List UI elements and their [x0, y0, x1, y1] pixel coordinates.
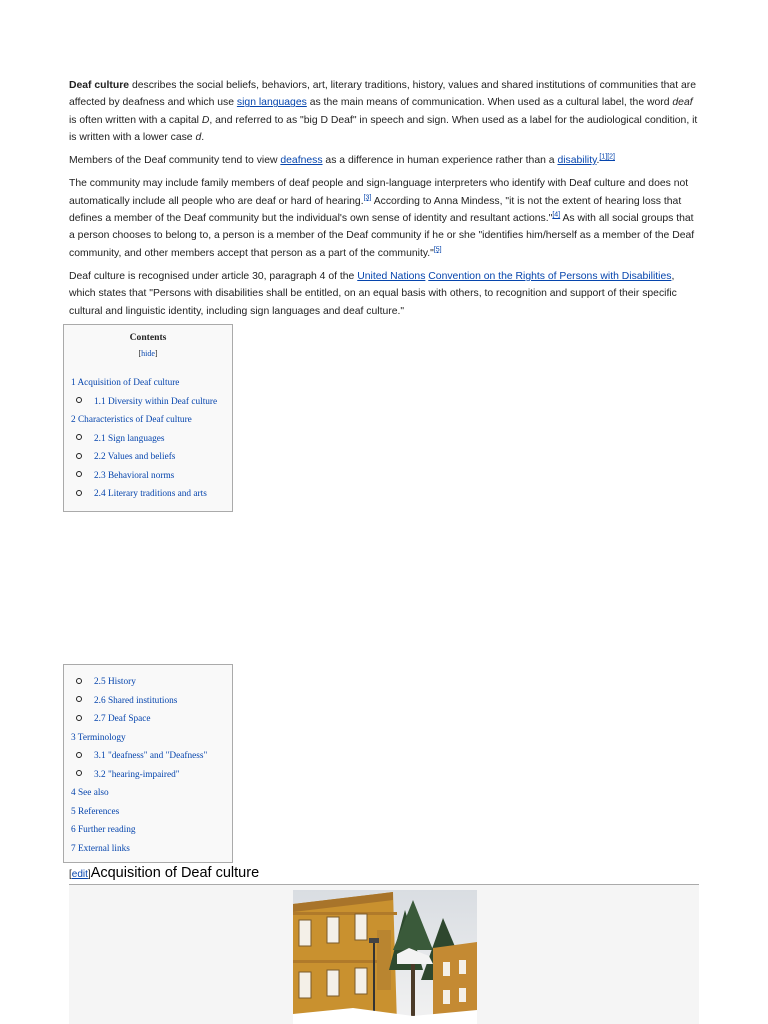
text: Deaf culture is recognised under article 30, paragraph 4 of the — [69, 270, 358, 282]
circle-bullet-icon — [76, 752, 82, 758]
circle-bullet-icon — [76, 471, 82, 477]
toc-link[interactable]: 3.2 "hearing-impaired" — [94, 769, 180, 780]
table-of-contents — [63, 324, 233, 512]
text: , and referred to as "big D Deaf" in speech and sign. When used as a label for the audiological condition, it is written with a lower case — [69, 114, 698, 143]
edit-section-link[interactable]: edit — [71, 869, 88, 880]
bracket: [ — [69, 869, 72, 880]
text: , which states that "Persons with disabilities shall be entitled, on an equal basis with others, to recognition and support of their specific cultural and linguistic identity, including sign languages and deaf culture." — [69, 270, 677, 317]
circle-bullet-icon — [76, 678, 82, 684]
toc-link[interactable]: 1.1 Diversity within Deaf culture — [94, 396, 218, 407]
text: As with all social groups that a person chooses to belong to, a person is a member of the Deaf community if he or she "identifies him/herself as a member of the Deaf community, and other members accept that person as a part of the community." — [69, 213, 695, 259]
intro-paragraph-4 — [69, 268, 699, 320]
toc-link[interactable]: 4 See also — [71, 788, 109, 798]
toc-link[interactable]: 2.2 Values and beliefs — [94, 452, 176, 462]
reference-3[interactable]: [3] — [363, 194, 372, 202]
toc-link[interactable]: 2.6 Shared institutions — [94, 695, 178, 706]
toc-link[interactable]: 2.3 Behavioral norms — [94, 470, 175, 481]
text: describes the social beliefs, behaviors, art, literary traditions, history, values and shared institutions of communities that are affected by deafness and which use — [69, 80, 697, 109]
toc-list — [64, 374, 232, 504]
toc-link[interactable]: 2.7 Deaf Space — [94, 714, 151, 724]
circle-bullet-icon — [76, 434, 82, 440]
toc-item-1-1[interactable] — [64, 393, 232, 412]
circle-bullet-icon — [76, 397, 82, 403]
toc-link[interactable]: 2.1 Sign languages — [94, 433, 165, 444]
bracket: [ — [138, 349, 142, 358]
circle-bullet-icon — [76, 770, 82, 776]
em-lowercase-d: d — [195, 131, 202, 143]
toc-item-2-7[interactable] — [64, 710, 232, 729]
text: as a difference in human experience rather than a — [322, 155, 558, 167]
toc-link[interactable]: 6 Further reading — [71, 825, 136, 835]
toc-link[interactable]: 1 Acquisition of Deaf culture — [71, 378, 180, 388]
section-title: Acquisition of Deaf culture — [90, 865, 260, 881]
intro-paragraph-1 — [69, 77, 699, 146]
reference-5[interactable]: [5] — [433, 246, 442, 254]
text: is often written with a capital — [69, 114, 202, 126]
bracket: ] — [87, 869, 91, 880]
link-disability[interactable]: disability — [557, 155, 597, 167]
toc-item-2-3[interactable] — [64, 467, 232, 486]
toc-item-3[interactable] — [64, 729, 232, 748]
text: . — [201, 131, 205, 143]
link-convention-rights-disabilities[interactable]: Convention on the Rights of Persons with Disabilities — [428, 270, 672, 282]
toc-item-2-5[interactable] — [64, 673, 232, 692]
term-deaf-culture: Deaf culture — [69, 80, 130, 91]
toc-item-2-2[interactable] — [64, 448, 232, 467]
toc-item-2-4[interactable] — [64, 485, 232, 504]
link-deafness[interactable]: deafness — [280, 155, 323, 167]
em-deaf: deaf — [672, 97, 693, 109]
text: . — [596, 155, 600, 167]
toc-item-7[interactable] — [64, 840, 232, 859]
toc-item-5[interactable] — [64, 803, 232, 822]
toc-item-3-1[interactable] — [64, 747, 232, 766]
toc-link[interactable]: 3.1 "deafness" and "Deafness" — [94, 751, 208, 761]
section-edit — [69, 869, 91, 880]
toc-item-4[interactable] — [64, 784, 232, 803]
em-capital-d: D — [201, 114, 210, 126]
toc-link[interactable]: 7 External links — [71, 843, 130, 854]
reference-4[interactable]: [4] — [552, 211, 561, 219]
toc-item-2-6[interactable] — [64, 692, 232, 711]
toc-link[interactable]: 2.4 Literary traditions and arts — [94, 489, 207, 499]
reference-1-2[interactable]: [1][2] — [599, 153, 615, 161]
toc-list — [64, 673, 232, 858]
toc-item-1[interactable] — [64, 374, 232, 393]
toc-item-2[interactable] — [64, 411, 232, 430]
circle-bullet-icon — [76, 453, 82, 459]
toc-link[interactable]: 2.5 History — [94, 677, 136, 687]
circle-bullet-icon — [76, 715, 82, 721]
building-in-snow-photo[interactable] — [293, 890, 477, 1024]
photo-illustration — [293, 890, 477, 1024]
toc-link[interactable]: 3 Terminology — [71, 732, 126, 743]
table-of-contents-continued — [63, 664, 233, 863]
toc-link[interactable]: 2 Characteristics of Deaf culture — [71, 415, 192, 425]
text: Members of the Deaf community tend to view — [69, 155, 281, 167]
toc-hide-toggle — [64, 349, 232, 358]
figure-container — [69, 885, 699, 1024]
toc-item-6[interactable] — [64, 821, 232, 840]
intro-paragraph-2 — [69, 152, 699, 169]
circle-bullet-icon — [76, 696, 82, 702]
toc-item-3-2[interactable] — [64, 766, 232, 785]
text: as the main means of communication. When used as a cultural label, the word — [306, 97, 673, 109]
toc-link[interactable]: 5 References — [71, 806, 120, 817]
toc-hide-link[interactable]: hide — [141, 349, 155, 358]
article-body — [69, 77, 699, 326]
toc-item-2-1[interactable] — [64, 430, 232, 449]
text: According to Anna Mindess, "it is not the extent of hearing loss that defines a member of the Deaf community but the individual's own sense of identity and resultant actions." — [69, 195, 682, 225]
bracket: ] — [154, 349, 158, 358]
intro-paragraph-3 — [69, 175, 699, 261]
section-heading — [69, 864, 699, 885]
link-sign-languages[interactable]: sign languages — [236, 97, 307, 109]
text: The community may include family members of deaf people and sign-language interpreters who identify with Deaf culture and does not automatically include all people who are deaf or hard of hearing. — [69, 178, 689, 207]
circle-bullet-icon — [76, 490, 82, 496]
link-united-nations[interactable]: United Nations — [357, 270, 426, 282]
toc-title: Contents — [129, 332, 167, 343]
